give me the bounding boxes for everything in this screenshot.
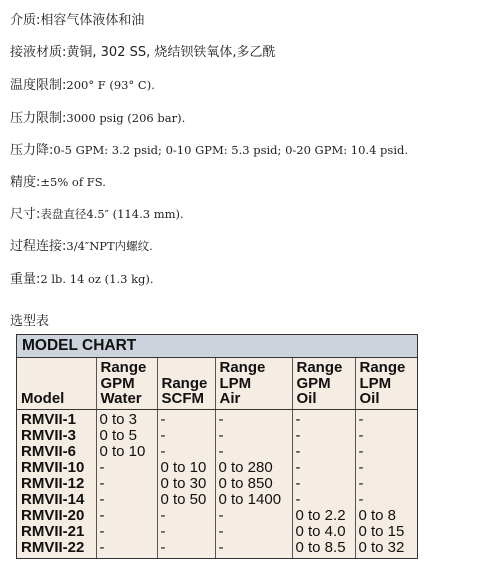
spec-value: 3/4″NPT内螺纹. (66, 239, 153, 254)
table-row (17, 540, 417, 558)
spec-accuracy (10, 171, 490, 203)
lpm-oil-cell: 0 to 32 (358, 538, 405, 556)
model-chart-table (17, 358, 417, 558)
spec-label: 重量: (10, 271, 41, 287)
table-row (17, 428, 417, 444)
gpm-oil-cell: - (292, 444, 355, 460)
gpm-oil-cell: 0 to 4.0 (292, 524, 355, 540)
header-text: Air (219, 390, 241, 407)
spec-label: 压力降: (10, 142, 54, 158)
header-text: LPM (359, 374, 392, 392)
header-text: Range (359, 359, 406, 376)
lpm-oil-cell: - (358, 474, 364, 492)
header-text: Oil (296, 390, 317, 407)
col-header-lpm-air (215, 358, 292, 409)
col-header-model (17, 358, 96, 409)
lpm-air-cell: - (215, 540, 292, 558)
header-text: Oil (359, 390, 380, 407)
gpm-water-cell: - (96, 524, 157, 540)
model-cell: RMVII-3 (17, 428, 96, 444)
spec-value: 2 lb. 14 oz (1.3 kg). (40, 271, 154, 286)
header-row (17, 358, 417, 409)
spec-label: 过程连接: (10, 239, 67, 255)
scfm-cell: - (157, 428, 215, 444)
table-row (17, 492, 417, 508)
spec-medium (10, 10, 490, 42)
table-row (17, 444, 417, 460)
col-header-lpm-oil (355, 358, 417, 409)
spec-weight (10, 268, 490, 300)
scfm-cell: 0 to 10 (157, 460, 215, 476)
scfm-cell: - (157, 508, 215, 524)
spec-label: 接液材质: (10, 45, 67, 61)
spec-temperature-limit (10, 74, 490, 106)
lpm-air-cell: - (215, 508, 292, 524)
model-chart (16, 334, 418, 559)
lpm-air-cell: - (215, 428, 292, 444)
table-row (17, 460, 417, 476)
lpm-oil-cell: 0 to 15 (358, 522, 405, 540)
gpm-water-cell: 0 to 10 (96, 444, 157, 460)
table-row (17, 508, 417, 524)
table-row (17, 476, 417, 492)
lpm-oil-cell: - (358, 426, 364, 444)
spec-process-connection (10, 235, 490, 267)
gpm-oil-cell: 0 to 2.2 (292, 508, 355, 524)
gpm-water-cell: - (96, 476, 157, 492)
model-cell: RMVII-6 (17, 444, 96, 460)
gpm-water-cell: - (96, 492, 157, 508)
header-text: GPM (100, 374, 135, 392)
table-row (17, 409, 417, 428)
gpm-oil-cell: - (292, 476, 355, 492)
table-row (17, 524, 417, 540)
lpm-air-cell: 0 to 850 (215, 476, 292, 492)
col-header-gpm-water (96, 358, 157, 409)
spec-value: ±5% of FS. (40, 174, 106, 189)
gpm-water-cell: - (96, 460, 157, 476)
spec-size (10, 203, 490, 235)
header-text: SCFM (161, 390, 204, 407)
lpm-air-cell: 0 to 1400 (215, 492, 292, 508)
spec-value: 0-5 GPM: 3.2 psid; 0-10 GPM: 5.3 psid; 0-20 GPM: 10.4 psid. (53, 142, 409, 157)
model-cell: RMVII-1 (17, 409, 96, 428)
gpm-oil-cell: - (292, 428, 355, 444)
header-text: Water (100, 390, 142, 407)
gpm-oil-cell: - (292, 492, 355, 508)
spec-value: 相容气体液体和油 (40, 13, 145, 28)
gpm-oil-cell: - (292, 409, 355, 428)
lpm-air-cell: 0 to 280 (215, 460, 292, 476)
spec-value: 表盘直径4.5″ (114.3 mm). (40, 207, 184, 222)
model-cell: RMVII-21 (17, 524, 96, 540)
model-cell: RMVII-22 (17, 540, 96, 558)
scfm-cell: 0 to 50 (157, 492, 215, 508)
model-cell: RMVII-20 (17, 508, 96, 524)
model-cell: RMVII-14 (17, 492, 96, 508)
col-header-scfm (157, 358, 215, 409)
scfm-cell: - (157, 409, 215, 428)
lpm-air-cell: - (215, 524, 292, 540)
model-chart-title: MODEL CHART (17, 335, 417, 358)
gpm-oil-cell: - (292, 460, 355, 476)
lpm-oil-cell: 0 to 8 (358, 506, 397, 524)
header-text: Range (161, 374, 208, 392)
lpm-oil-cell: - (358, 458, 364, 476)
spec-label: 压力限制: (10, 110, 67, 126)
scfm-cell: - (157, 524, 215, 540)
gpm-water-cell: 0 to 5 (96, 428, 157, 444)
spec-label: 精度: (10, 174, 41, 190)
spec-label: 介质: (10, 13, 41, 28)
spec-wetted-materials (10, 42, 490, 74)
spec-pressure-drop (10, 139, 490, 171)
header-text: Range (219, 359, 266, 376)
spec-label: 温度限制: (10, 78, 67, 94)
gpm-water-cell: - (96, 540, 157, 558)
lpm-air-cell: - (215, 409, 292, 428)
lpm-oil-cell: - (358, 410, 364, 428)
lpm-oil-cell: - (358, 490, 364, 508)
spec-list (10, 10, 490, 300)
spec-pressure-limit (10, 107, 490, 139)
scfm-cell: - (157, 444, 215, 460)
selection-table-title: 选型表 (10, 314, 50, 329)
col-header-gpm-oil (292, 358, 355, 409)
lpm-oil-cell: - (358, 442, 364, 460)
scfm-cell: - (157, 540, 215, 558)
header-text: LPM (219, 374, 252, 392)
gpm-water-cell: 0 to 3 (96, 409, 157, 428)
lpm-air-cell: - (215, 444, 292, 460)
spec-label: 尺寸: (10, 207, 41, 223)
header-text: Range (296, 359, 343, 376)
gpm-water-cell: - (96, 508, 157, 524)
scfm-cell: 0 to 30 (157, 476, 215, 492)
spec-value: 3000 psig (206 bar). (66, 110, 186, 125)
header-text: Range (100, 359, 147, 376)
model-cell: RMVII-12 (17, 476, 96, 492)
header-text: GPM (296, 374, 331, 392)
header-text: Model (21, 390, 65, 407)
spec-value: 200° F (93° C). (66, 78, 155, 93)
gpm-oil-cell: 0 to 8.5 (292, 540, 355, 558)
model-cell: RMVII-10 (17, 460, 96, 476)
spec-value: 黄铜, 302 SS, 烧结钡铁氧体,多乙酰 (66, 45, 276, 61)
